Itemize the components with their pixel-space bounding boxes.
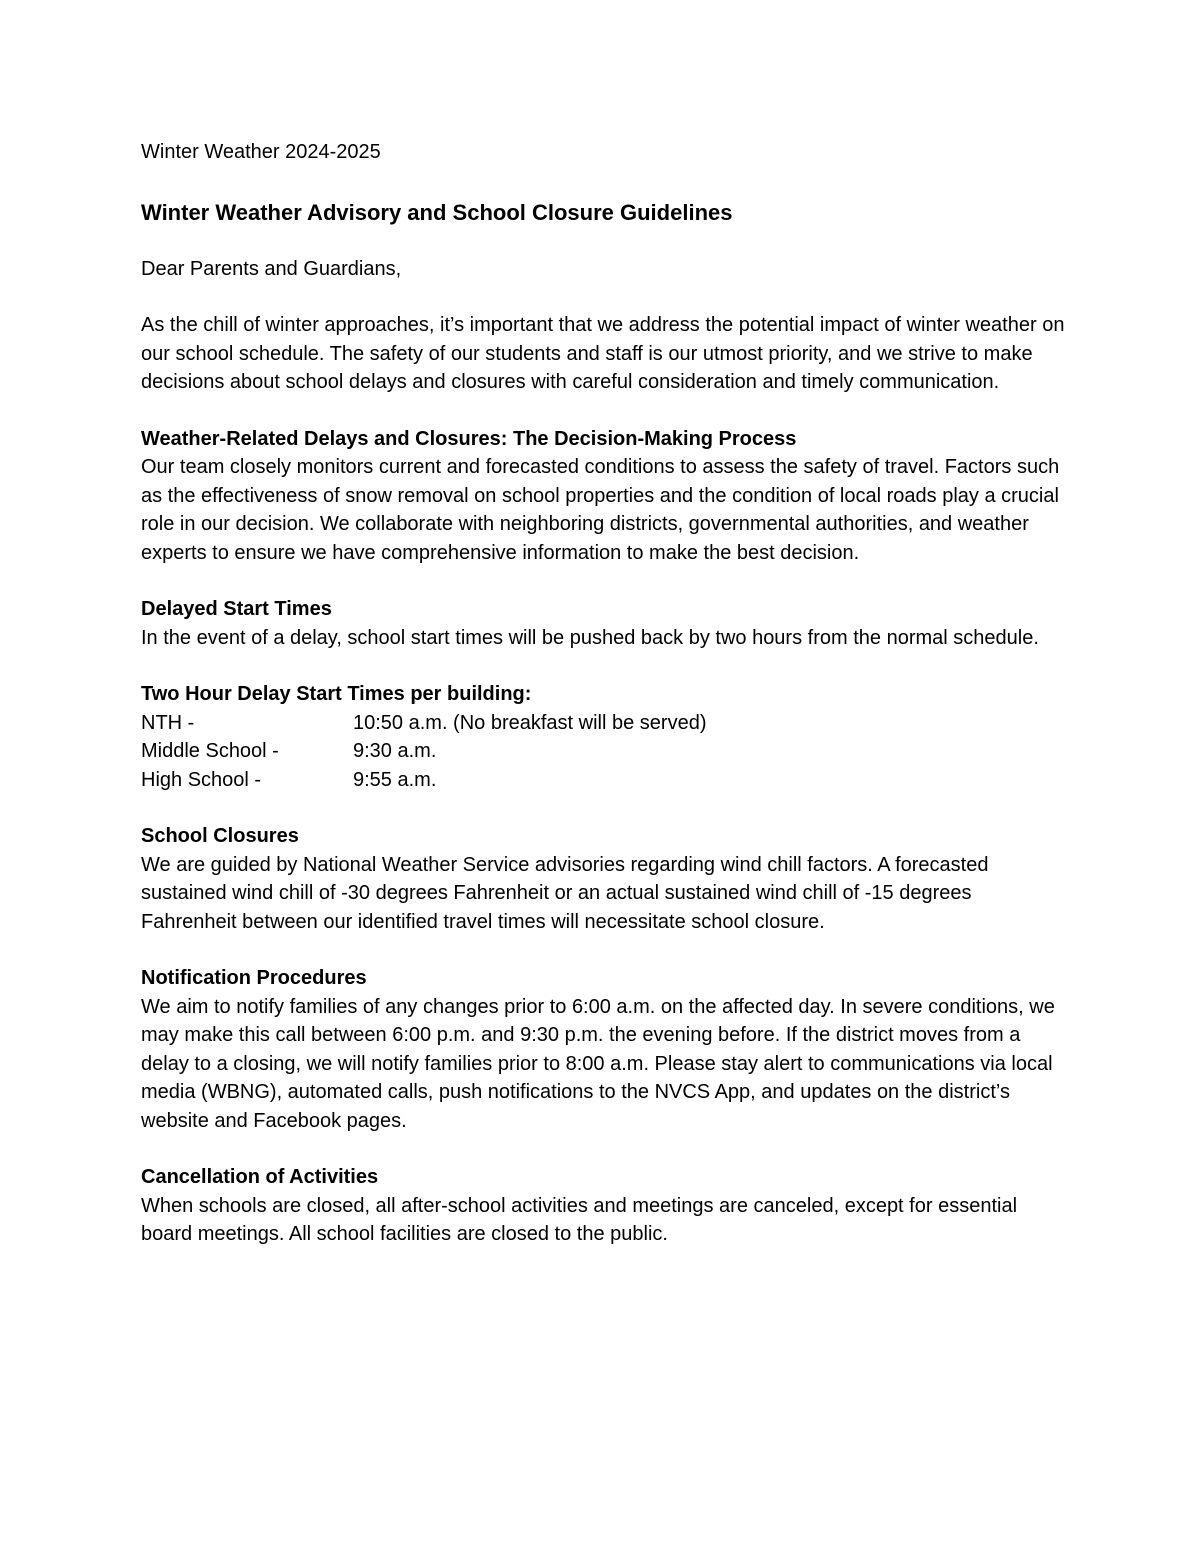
section-body: Our team closely monitors current and forecasted conditions to assess the safety of travel. Factors such as the effectiveness of snow removal on school properties and the condition of local roads play a crucial role in our decision. We collaborate with neighboring districts, governmental authorities, and weather experts to ensure we have comprehensive information to make the best decision. <box>141 456 1060 564</box>
section-heading: Two Hour Delay Start Times per building: <box>141 683 532 705</box>
section-heading: Notification Procedures <box>141 967 367 989</box>
section-delayed-start <box>141 595 1071 652</box>
start-time: 9:55 a.m. <box>353 768 437 791</box>
building-name: High School - <box>141 768 262 791</box>
document-subtitle: Winter Weather 2024-2025 <box>141 141 381 163</box>
building-name: NTH - <box>141 711 195 734</box>
start-time: 10:50 a.m. (No breakfast will be served) <box>353 711 707 734</box>
section-body: In the event of a delay, school start times will be pushed back by two hours from the normal schedule. <box>141 626 1039 649</box>
start-time: 9:30 a.m. <box>353 740 437 762</box>
section-school-closures <box>141 822 1071 936</box>
section-heading: Weather-Related Delays and Closures: The Decision-Making Process <box>141 427 797 450</box>
section-body: We aim to notify families of any changes prior to 6:00 a.m. on the affected day. In severe conditions, we may make this call between 6:00 p.m. and 9:30 p.m. the evening before. If the district moves from a delay to a closing, we will notify families prior to 8:00 a.m. Please stay alert to communications via local media (WBNG), automated calls, push notifications to the NVCS App, and updates on the district’s website and Facebook pages. <box>141 995 1055 1132</box>
section-decision-process <box>141 425 1071 568</box>
section-notification-procedures <box>141 964 1071 1135</box>
section-heading: School Closures <box>141 825 299 847</box>
document-page <box>141 138 1071 1249</box>
start-time-row <box>141 709 1071 738</box>
section-heading: Cancellation of Activities <box>141 1166 379 1188</box>
intro-paragraph: As the chill of winter approaches, it’s important that we address the potential impact of winter weather on our school schedule. The safety of our students and staff is our utmost priority, and we strive to make decisions about school delays and closures with careful consideration and timely communication. <box>141 314 1065 393</box>
start-time-row <box>141 766 1071 795</box>
section-two-hour-delay-times <box>141 680 1071 794</box>
building-name: Middle School - <box>141 740 279 762</box>
section-body: We are guided by National Weather Service advisories regarding wind chill factors. A forecasted sustained wind chill of -30 degrees Fahrenheit or an actual sustained wind chill of -15 degrees Fahrenheit between our identified travel times will necessitate school closure. <box>141 853 989 933</box>
section-body: When schools are closed, all after-school activities and meetings are canceled, except for essential board meetings. All school facilities are closed to the public. <box>141 1194 1018 1245</box>
document-title: Winter Weather Advisory and School Closure Guidelines <box>141 199 733 225</box>
greeting: Dear Parents and Guardians, <box>141 257 402 280</box>
start-times-list <box>141 709 1071 795</box>
section-cancellation-of-activities <box>141 1163 1071 1249</box>
start-time-row <box>141 737 1071 766</box>
section-heading: Delayed Start Times <box>141 598 332 620</box>
